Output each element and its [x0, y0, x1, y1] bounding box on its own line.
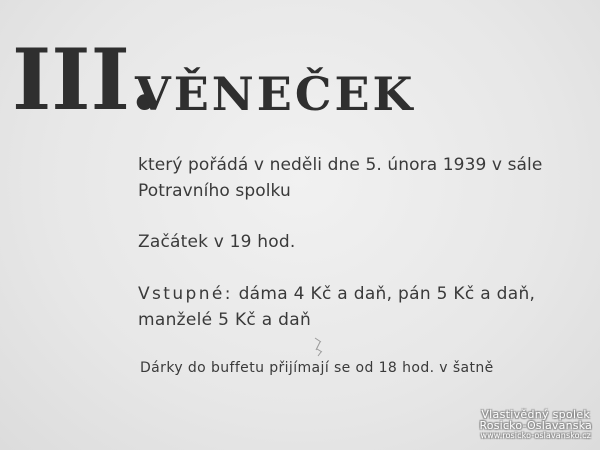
- watermark-stamp: [479, 409, 592, 440]
- watermark-line-1: Vlastivědný spolek: [481, 407, 591, 421]
- gifts-line: Dárky do buffetu přijímají se od 18 hod. v šatně: [140, 360, 494, 376]
- watermark-line-2: Rosicko-Oslavanska: [479, 419, 592, 433]
- admission-line-2: manželé 5 Kč a daň: [138, 310, 312, 330]
- admission-label: Vstupné:: [138, 284, 233, 304]
- pencil-mark-icon: [312, 336, 326, 358]
- watermark-line-3: www.rosicko-oslavansko.cz: [480, 430, 591, 440]
- event-line-2: Potravního spolku: [138, 181, 291, 201]
- ordinal-numeral: III.: [12, 30, 160, 129]
- document-title: VĚNEČEK: [135, 67, 416, 121]
- start-time-line: Začátek v 19 hod.: [138, 232, 296, 252]
- event-line-1: který pořádá v neděli dne 5. února 1939 v sále: [138, 155, 543, 175]
- admission-prices: dáma 4 Kč a daň, pán 5 Kč a daň,: [232, 284, 536, 304]
- admission-line-1: [138, 284, 535, 304]
